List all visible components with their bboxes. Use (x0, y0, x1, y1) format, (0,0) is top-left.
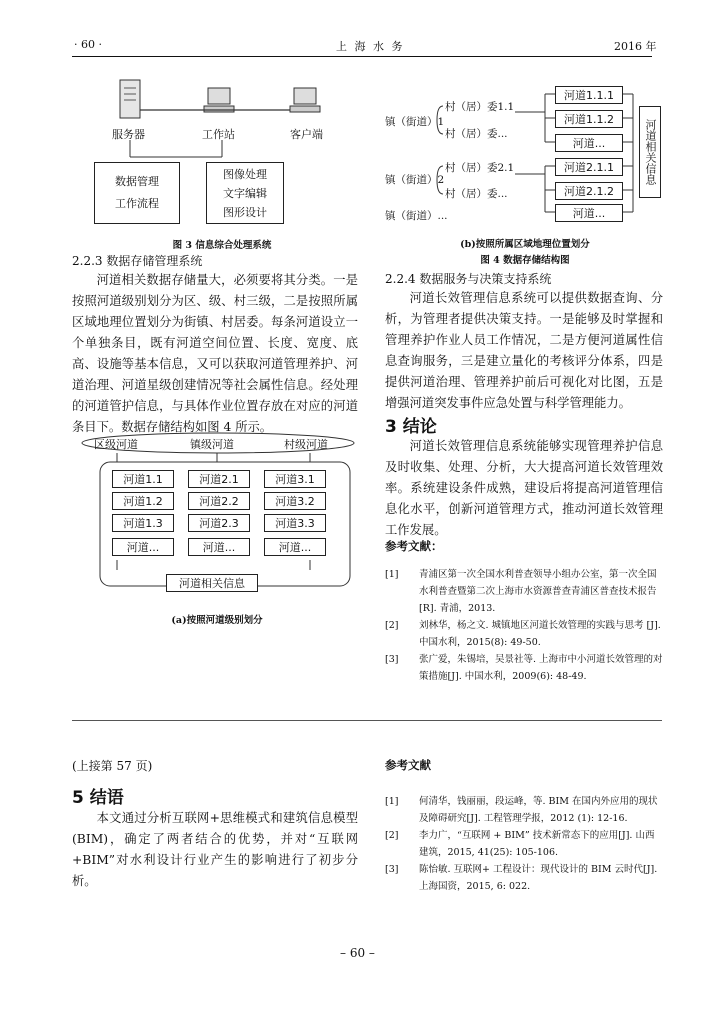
reference-text: 青浦区第一次全国水利普查领导小组办公室，第一次全国水利普查暨第二次上海市水资源普查青浦区普查技术报告[R]. 青浦，2013. (419, 569, 657, 614)
section-2-2-3-paragraph (72, 270, 358, 438)
figure-4b (385, 84, 665, 229)
figure-4-caption: 图 4 数据存储结构图 (480, 255, 570, 266)
reference-item (385, 566, 663, 617)
year-label: 2016 年 (614, 40, 657, 53)
town-label: 镇（街道）2 (385, 174, 445, 186)
reference-number: [1] (385, 569, 399, 580)
river-box: 河道3.1 (264, 470, 326, 488)
river-box: 河道2.2 (188, 492, 250, 510)
section-3-title: 3 结论 (385, 417, 437, 437)
box-line: 数据管理 (115, 175, 159, 188)
reference-item (385, 651, 663, 685)
river-box: 河道... (112, 538, 174, 556)
town-label: 镇（街道）1 (385, 116, 445, 128)
workstation-icon (204, 88, 234, 112)
river-box: 河道3.2 (264, 492, 326, 510)
data-management-box (94, 162, 180, 224)
river-box: 河道2.1.2 (555, 182, 623, 200)
river-box: 河道1.1.2 (555, 110, 623, 128)
server-icon (120, 80, 140, 118)
river-box: 河道... (188, 538, 250, 556)
reference-number: [2] (385, 620, 399, 631)
section-2-2-4-paragraph (385, 288, 663, 414)
river-box: 河道1.3 (112, 514, 174, 532)
reference-number: [3] (385, 864, 399, 875)
reference-text: 张广爱，朱锡培，吴景社等. 上海市中小河道长效管理的对策措施[J]. 中国水利，2009(6): 48-49. (419, 654, 663, 682)
village-label: 村（居）委2.1 (445, 162, 515, 174)
figure-3 (72, 62, 372, 232)
reference-text: 刘林华，杨之文. 城镇地区河道长效管理的实践与思考 [J]. 中国水利，2015(8): 49-50. (419, 620, 661, 648)
reference-item (385, 827, 663, 861)
river-box: 河道1.1 (112, 470, 174, 488)
client-icon (290, 88, 320, 112)
section-5-title: 5 结语 (72, 788, 124, 808)
reference-text: 陈怡敏. 互联网+ 工程设计：现代设计的 BIM 云时代[J]. 上海国资，2015, 6: 022. (419, 864, 658, 892)
journal-name: 上 海 水 务 (336, 40, 405, 53)
references-list-2 (385, 793, 663, 895)
references-title-2: 参考文献 (385, 758, 431, 772)
figure-4a (72, 428, 362, 603)
box-line: 工作流程 (115, 197, 159, 210)
references-list (385, 566, 663, 685)
box-line: 图像处理 (223, 167, 267, 181)
river-box: 河道2.3 (188, 514, 250, 532)
river-info-box: 河道相关信息 (639, 106, 661, 198)
reference-text: 李力广，“互联网 + BIM” 技术新常态下的应用[J]. 山西建筑，2015, 41(25): 105-106. (419, 830, 655, 858)
paragraph: 本文通过分析互联网+思维模式和建筑信息模型(BIM)，确定了两者结合的优势，并对“互联网+BIM”对水利设计行业产生的影响进行了初步分析。 (72, 811, 358, 888)
continued-note: (上接第 57 页) (72, 759, 153, 773)
box-line: 图形设计 (223, 205, 267, 219)
river-info-box: 河道相关信息 (166, 574, 258, 592)
section-5-paragraph (72, 808, 358, 892)
village-label: 村（居）委... (445, 128, 508, 140)
workstation-label: 工作站 (202, 128, 235, 141)
references-title: 参考文献： (385, 539, 443, 553)
reference-item (385, 617, 663, 651)
reference-number: [1] (385, 796, 399, 807)
river-box: 河道1.1.1 (555, 86, 623, 104)
reference-number: [2] (385, 830, 399, 841)
river-box: 河道3.3 (264, 514, 326, 532)
section-2-2-4-title: 2.2.4 数据服务与决策支持系统 (385, 272, 552, 286)
figure-3-caption: 图 3 信息综合处理系统 (172, 240, 272, 251)
image-processing-box (206, 162, 284, 224)
article-divider (72, 720, 662, 721)
paragraph: 河道长效管理信息系统可以提供数据查询、分析，为管理者提供决策支持。一是能够及时掌握和管理养护作业人员工作情况，二是方便河道属性信息查询服务，三是建立量化的考核评分体系，四是提供河道治理、管理养护前后可视化对比图，五是增强河道突发事件应急处置与科学管理能力。 (385, 291, 663, 410)
client-label: 客户端 (290, 128, 323, 141)
header-rule (72, 56, 652, 57)
footer-page-number: – 60 – (340, 946, 375, 960)
figure-4a-caption: (a)按照河道级别划分 (171, 615, 263, 626)
reference-item (385, 861, 663, 895)
reference-text: 何清华，钱丽丽，段运峰，等. BIM 在国内外应用的现状及障碍研究[J]. 工程管理学报，2012 (1): 12-16. (419, 796, 658, 824)
town-label: 镇（街道）... (385, 210, 448, 222)
river-box: 河道... (555, 134, 623, 152)
village-label: 村（居）委1.1 (445, 101, 515, 113)
paragraph: 河道相关数据存储量大，必须要将其分类。一是按照河道级别划分为区、级、村三级，二是按照所属区域地理位置划分为街镇、村居委。每条河道设立一个单独条目，既有河道空间位置、长度、宽度、底高、设施等基本信息，又可以获取河道管理养护、河道治理、河道星级创建情况等社会属性信息。经处理的河道管护信息，与具体作业位置存放在对应的河道条目下。数据存储结构如图 4 所示。 (72, 273, 358, 434)
box-line: 文字编辑 (223, 186, 267, 200)
server-label: 服务器 (112, 128, 145, 141)
river-box: 河道2.1.1 (555, 158, 623, 176)
paragraph: 河道长效管理信息系统能够实现管理养护信息及时收集、处理、分析，大大提高河道长效管理效率。系统建设条件成熟，建设后将提高河道管理信息化水平，创新河道管理方式，推动河道长效管理工作发展。 (385, 439, 663, 537)
figure-4b-caption: (b)按照所属区域地理位置划分 (460, 239, 590, 250)
reference-item (385, 793, 663, 827)
section-3-paragraph (385, 436, 663, 541)
level-label-village: 村级河道 (284, 438, 328, 451)
page-number-label: · 60 · (74, 38, 102, 51)
river-box: 河道2.1 (188, 470, 250, 488)
level-label-district: 区级河道 (94, 438, 138, 451)
section-2-2-3-title: 2.2.3 数据存储管理系统 (72, 254, 203, 268)
level-label-town: 镇级河道 (190, 438, 234, 451)
river-box: 河道1.2 (112, 492, 174, 510)
village-label: 村（居）委... (445, 188, 508, 200)
reference-number: [3] (385, 654, 399, 665)
river-box: 河道... (555, 204, 623, 222)
river-box: 河道... (264, 538, 326, 556)
